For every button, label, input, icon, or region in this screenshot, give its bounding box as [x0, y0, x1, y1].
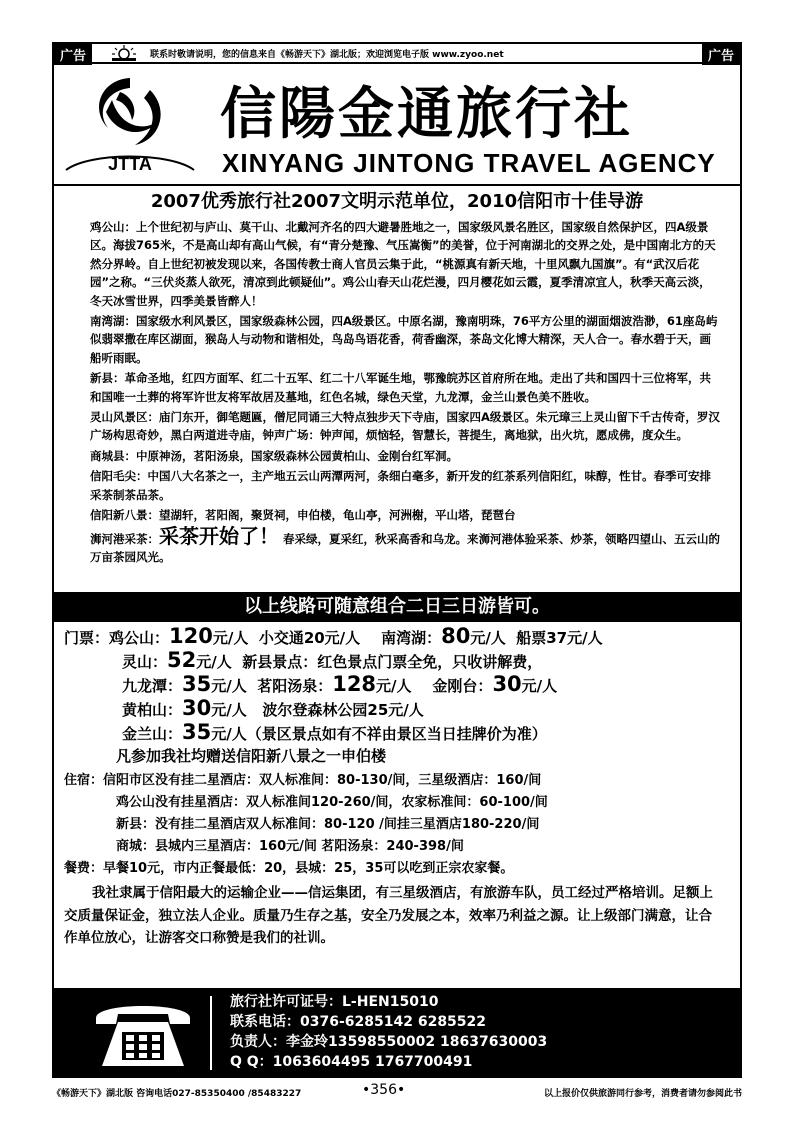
- price-value: 30: [182, 696, 212, 720]
- price-place: 金刚台：: [432, 677, 493, 695]
- sight-item: [90, 408, 720, 445]
- lodging-row: [64, 770, 734, 792]
- sight-description: 中国八大名茶之一，主产地五云山两潭两河，条细白毫多，新开发的红茶系列信阳红，味醇，性甘。春季可安排采茶制茶品茶。: [90, 469, 711, 502]
- price-place: 鸡公山：: [109, 629, 170, 647]
- contact-lines: [230, 992, 547, 1072]
- price-row: [64, 648, 734, 672]
- sight-item: [90, 312, 720, 367]
- price-unit: 元/人: [376, 677, 412, 695]
- sight-name: 鸡公山：: [90, 220, 136, 234]
- sight-name: 灵山风景区：: [90, 410, 159, 425]
- sight-item: [90, 369, 720, 406]
- sight-description: 国家级水利风景区，国家级森林公园，四A级景区。中原名湖，豫南明珠，76平方公里的湖面烟波浩渺，61座岛屿似翡翠撒在库区湖面，猴岛人与动物和谐相处，鸟岛鸟语花香，荷香幽深，茶岛文化博大精深，天人合一。春水碧于天，画船听雨眠。: [90, 314, 718, 365]
- honors-line: 2007优秀旅行社2007文明示范单位，2010信阳市十佳导游: [150, 191, 644, 212]
- page-footer: [52, 1082, 742, 1102]
- logo-abbreviation: JTTA: [108, 154, 152, 174]
- sight-name: 浉河港采茶：: [90, 531, 159, 546]
- tea-picking-item: [90, 523, 721, 567]
- price-note: （景区景点如有不祥由景区当日挂牌价为准）: [246, 725, 547, 743]
- lodging-line: 商城：县城内三星酒店：160元/间 茗阳汤泉：240-398/间: [116, 839, 464, 854]
- agency-name-chinese: 信陽金通旅行社: [220, 81, 633, 147]
- lodging-line: 鸡公山没有挂星酒店：双人标准间120-260/间，农家标准间：60-100/间: [116, 795, 548, 810]
- price-unit: 元/人: [196, 653, 232, 671]
- price-place: 灵山：: [122, 653, 168, 671]
- sight-name: 新县：: [90, 371, 125, 386]
- price-value: 128: [332, 672, 377, 696]
- lodging-label: 住宿：: [64, 773, 104, 788]
- price-row: [64, 720, 734, 744]
- price-unit: 元/人: [470, 629, 506, 647]
- sight-item: [90, 447, 720, 465]
- sight-name: 信阳毛尖：: [90, 469, 148, 484]
- sight-description: 中原神汤，茗阳汤泉，国家级森林公园黄柏山、金刚台红军洞。: [136, 448, 458, 463]
- price-value: 30: [492, 672, 522, 696]
- route-banner: 以上线路可随意组合二日三日游皆可。: [52, 592, 742, 622]
- company-about: 我社隶属于信阳最大的运输企业——信运集团，有三星级酒店，有旅游车队，员工经过严格培训。足额上交质量保证金，独立法人企业。质量乃生存之基，安全乃发展之本，效率乃利益之源。让上级部门满意，让合作单位放心，让游客交口称赞是我们的社训。: [64, 885, 713, 946]
- agency-logo-icon: [60, 70, 200, 182]
- page-number: •356•: [362, 1082, 406, 1098]
- price-value: 80: [441, 624, 471, 648]
- sight-item: [90, 467, 720, 504]
- price-value: 35: [182, 672, 212, 696]
- sight-name: 商城县：: [90, 448, 136, 463]
- price-place: 金兰山：: [122, 725, 183, 743]
- price-value: 35: [182, 720, 212, 744]
- price-row: [64, 624, 734, 648]
- tickets-label: 门票：: [64, 629, 110, 647]
- lodging-row: [64, 836, 734, 858]
- meal-info: 餐费：早餐10元，市内正餐最低：20，县城：25，35可以吃到正宗农家餐。: [64, 861, 514, 876]
- price-place: 茗阳汤泉：: [257, 677, 333, 695]
- ad-label-right: 广告: [702, 44, 740, 65]
- price-place: 九龙潭：: [122, 677, 183, 695]
- sight-description: 上个世纪初与庐山、莫干山、北戴河齐名的四大避暑胜地之一，国家级风景名胜区，国家级自然保护区，四A级景区。海拔765米，不是高山却有高山气候，有“青分楚豫、气压嵩衡”的美誉，位于河南湖北的交界之处，是中国南北方的天然分界岭。自上世纪初被发现以来，各国传教士商人官员云集于此，“桃源真有新天地，十里风飘九国旗”。有“武汉后花园”之称。“三伏炎蒸人欲死，清凉到此顿疑仙”。鸡公山春天山花烂漫，四月樱花如云霞，夏季清凉宜人，秋季天高云淡，冬天冰雪世界，四季美景皆醉人！: [90, 220, 716, 308]
- contact-qq: Q Q：1063604495 1767700491: [230, 1054, 473, 1070]
- sight-description: 望湖轩，茗阳阁，聚贤祠，申伯楼，龟山亭，河洲榭，平山塔，琵琶台: [159, 508, 516, 523]
- price-unit: 元/人: [212, 629, 249, 647]
- lodging-line: 新县：没有挂二星酒店双人标准间：80-120 /间挂三星酒店180-220/间: [116, 817, 540, 832]
- contact-manager: 负责人：李金玲13598550002 18637630003: [230, 1034, 548, 1050]
- sight-description: 庙门东开，御笔题匾，僧尼同诵三大特点独步天下寺庙，国家四A级景区。朱元璋三上灵山留下千古传奇，罗汉广场构思奇妙，黑白两道进寺庙，钟声广场：钟声闻，烦恼轻，智慧长，菩提生，离地狱，出火坑，愿成佛，度众生。: [90, 410, 720, 443]
- lodging-row: [64, 814, 734, 836]
- sight-item: [90, 506, 720, 524]
- gift-row: [64, 744, 734, 768]
- top-bar: [52, 42, 742, 64]
- ad-label-left: 广告: [54, 44, 92, 65]
- price-item: 波尔登森林公园25元/人: [262, 701, 424, 719]
- tea-headline: 采茶开始了！: [159, 523, 279, 548]
- price-unit: 元/人: [521, 677, 558, 695]
- price-place: 南湾湖：: [381, 629, 442, 647]
- footer-publication: 《畅游天下》湖北版 咨询电话027-85350400 /85483227: [52, 1089, 302, 1099]
- price-item: 小交通20元/人: [258, 629, 361, 647]
- sight-name: 信阳新八景：: [90, 508, 159, 523]
- contact-box: [52, 988, 742, 1078]
- lodging-section: [64, 770, 734, 858]
- lodging-row: [64, 792, 734, 814]
- sights-list: [90, 218, 720, 568]
- source-notice: 联系时敬请说明，您的信息来自《畅游天下》湖北版；欢迎浏览电子版 www.zyoo.net: [150, 50, 504, 60]
- gift-note: 凡参加我社均赠送信阳新八景之一申伯楼: [116, 747, 387, 765]
- contact-phone: 联系电话：0376-6285142 6285522: [230, 1014, 487, 1030]
- telephone-icon: [88, 992, 198, 1074]
- price-row: [64, 672, 734, 696]
- sight-description: 春采绿，夏采红，秋采高香和乌龙。来浉河港体验采茶、炒茶，领略四望山、五云山的万亩茶园风光。: [90, 531, 721, 564]
- price-item: 船票37元/人: [516, 629, 603, 647]
- price-place: 黄柏山：: [122, 701, 183, 719]
- price-value: 120: [169, 624, 213, 648]
- agency-header: [52, 64, 742, 186]
- price-unit: 元/人: [211, 677, 247, 695]
- publication-logo-icon: [106, 44, 142, 62]
- footer-disclaimer: 以上报价仅供旅游同行参考，消费者请勿参阅此书: [543, 1089, 742, 1099]
- agency-name-english: XINYANG JINTONG TRAVEL AGENCY: [222, 148, 716, 178]
- lodging-line: 信阳市区没有挂二星酒店：双人标准间：80-130/间，三星级酒店：160/间: [103, 773, 542, 788]
- license-number: 旅行社许可证号：L-HEN15010: [230, 994, 439, 1010]
- price-unit: 元/人: [211, 701, 247, 719]
- sight-name: 南湾湖：: [90, 314, 136, 329]
- sight-item: [90, 218, 720, 310]
- sight-description: 革命圣地，红四方面军、红二十五军、红二十八军诞生地，鄂豫皖苏区首府所在地。走出了共和国四十三位将军，共和国唯一土葬的将军许世友将军故居及墓地，红色名城，绿色天堂，九龙潭，金兰山景色美不胜收。: [90, 371, 711, 404]
- price-row: [64, 696, 734, 720]
- ticket-prices: [64, 624, 734, 768]
- price-unit: 元/人: [211, 725, 247, 743]
- price-value: 52: [167, 648, 197, 672]
- contact-divider: [210, 996, 212, 1070]
- price-item: 新县景点：红色景点门票全免，只收讲解费，: [242, 653, 543, 671]
